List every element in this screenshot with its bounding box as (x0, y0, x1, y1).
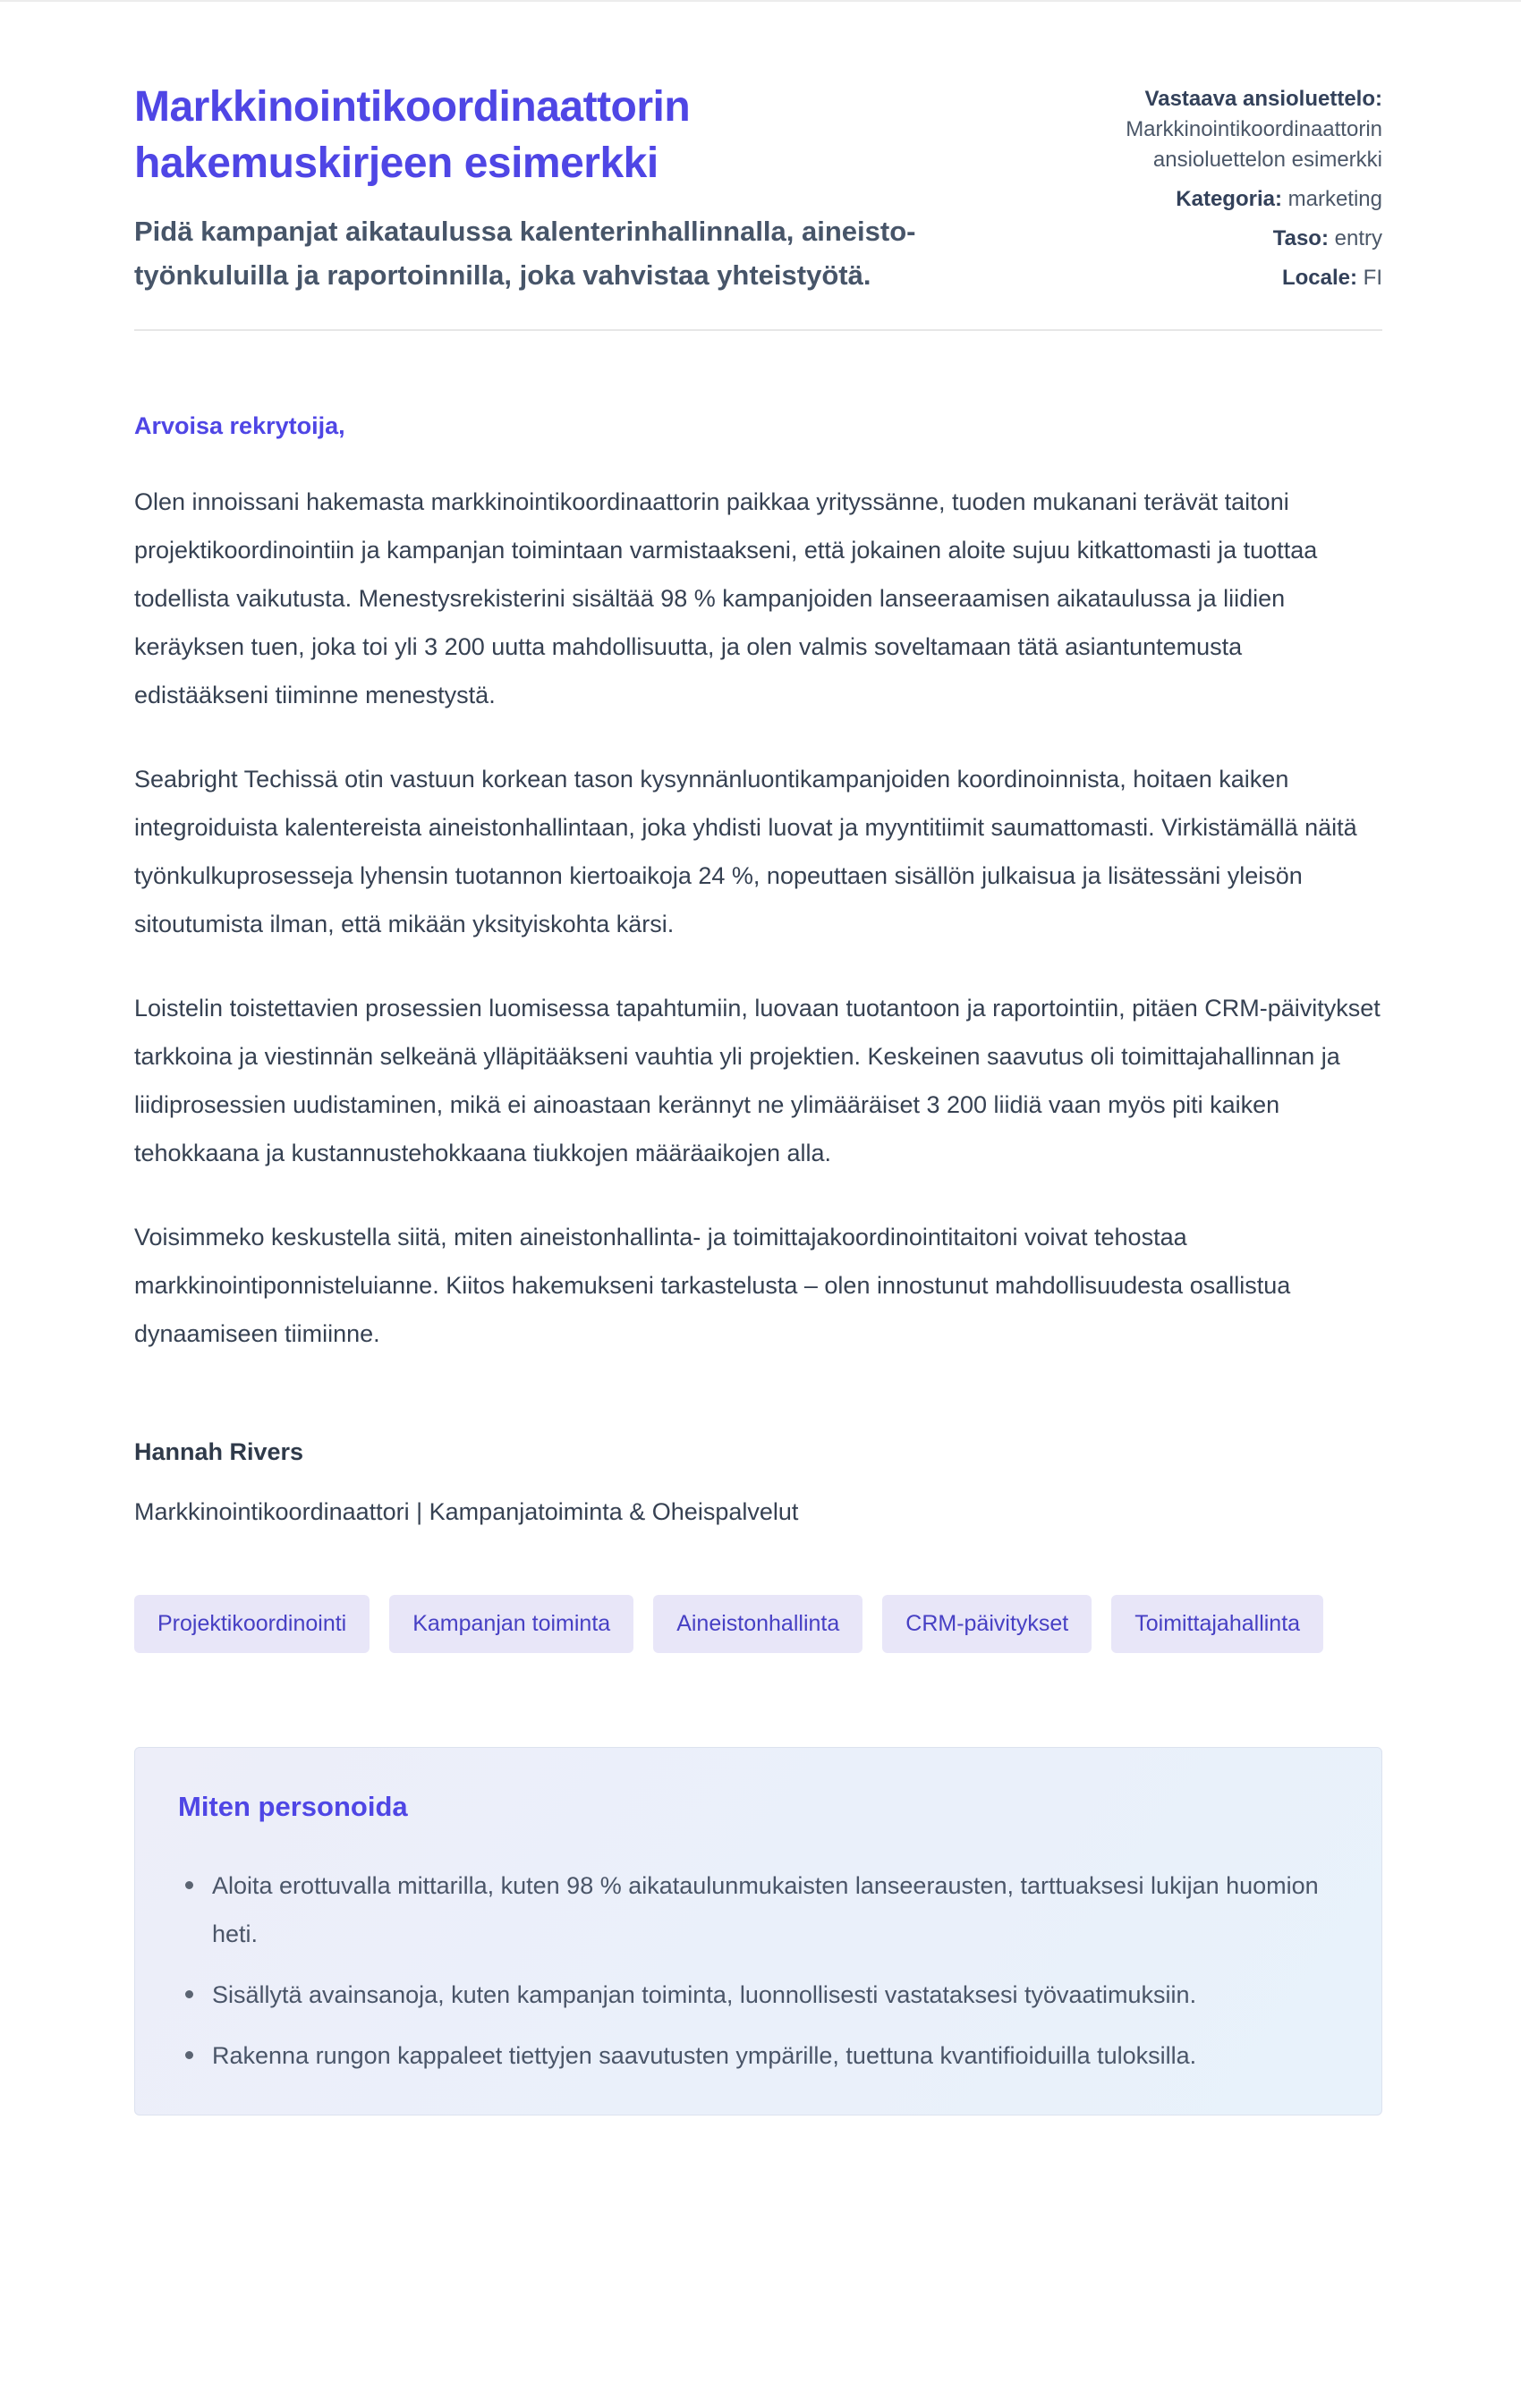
meta-category-label: Kategoria: (1176, 187, 1282, 211)
meta-locale (998, 263, 1382, 293)
signature-title: Markkinointikoordinaattori | Kampanjatoiminta & Oheispalvelut (134, 1498, 799, 1525)
meta-resume-label: Vastaava ansioluettelo: (1144, 87, 1382, 111)
meta-category-value: marketing (1287, 187, 1382, 211)
meta-panel (998, 79, 1382, 302)
meta-level (998, 224, 1382, 254)
header-divider (134, 329, 1382, 331)
tips-list-item: Sisällytä avainsanoja, kuten kampanjan toiminta, luonnollisesti vastataksesi työvaatimuksiin. (178, 1971, 1338, 2019)
tips-list (178, 1861, 1338, 2080)
signature-name: Hannah Rivers (134, 1438, 304, 1465)
meta-category (998, 184, 1382, 215)
tips-list-item: Aloita erottuvalla mittarilla, kuten 98 % aikataulunmukaisten lanseerausten, tarttuaksesi lukijan huomion heti. (178, 1861, 1338, 1958)
letter-paragraph: Seabright Techissä otin vastuun korkean tason kysynnänluontikampanjoiden koordinoinnista, hoitaen kaiken integroiduista kalentereista aineistonhallintaan, joka yhdisti luovat ja myyntitiimit saumattomasti. Virkistämällä näitä työnkulkuprosesseja lyhensin tuotannon kiertoaikoja 24 %, nopeuttaen sisällön julkaisua ja lisätessäni yleisön sitoutumista ilman, että mikään yksityiskohta kärsi. (134, 766, 1357, 937)
skill-tag: Kampanjan toiminta (389, 1595, 633, 1653)
letter-paragraph: Olen innoissani hakemasta markkinointikoordinaattorin paikkaa yrityssänne, tuoden mukanani terävät taitoni projektikoordinointiin ja kampanjan toimintaan varmistaakseni, että jokainen aloite sujuu kitkattomasti ja tuottaa todellista vaikutusta. Menestysrekisterini sisältää 98 % kampanjoiden lanseeraamisen aikataulussa ja liidien keräyksen tuen, joka toi yli 3 200 uutta mahdollisuutta, ja olen valmis soveltamaan tätä asiantuntemusta edistääkseni tiiminne menestystä. (134, 488, 1318, 708)
tips-list-item: Rakenna rungon kappaleet tiettyjen saavutusten ympärille, tuettuna kvantifioiduilla tuloksilla. (178, 2031, 1338, 2080)
cover-letter (134, 410, 1382, 1530)
meta-resume-value: Markkinointikoordinaattorin ansioluettelon esimerkki (1126, 117, 1382, 172)
letter-salutation: Arvoisa rekrytoija, (134, 412, 345, 439)
skill-tag: Aineistonhallinta (653, 1595, 862, 1653)
personalization-tips-box (134, 1747, 1382, 2115)
meta-locale-label: Locale: (1281, 266, 1357, 290)
meta-level-label: Taso: (1272, 226, 1329, 250)
meta-matching-resume (998, 84, 1382, 175)
tips-title: Miten personoida (178, 1791, 408, 1822)
page-subtitle: Pidä kampanjat aikataulussa kalenterinhallinnalla, aineisto-työnkuluilla ja raportoinnilla, joka vahvistaa yhteistyötä. (134, 216, 916, 291)
header-title-block (134, 79, 957, 302)
skill-tag: Toimittajahallinta (1111, 1595, 1323, 1653)
letter-paragraph: Voisimmeko keskustella siitä, miten aineistonhallinta- ja toimittajakoordinointitaitoni voivat tehostaa markkinointiponnisteluianne. Kiitos hakemukseni tarkastelusta – olen innostunut mahdollisuudesta osallistua dynaamiseen tiimiinne. (134, 1224, 1291, 1347)
skill-tag: CRM-päivitykset (882, 1595, 1092, 1653)
meta-locale-value: FI (1363, 266, 1382, 290)
page-title: Markkinointikoordinaattorin hakemuskirjeen esimerkki (134, 83, 691, 187)
header (134, 2, 1382, 302)
skill-tag: Projektikoordinointi (134, 1595, 370, 1653)
skill-tags (134, 1595, 1382, 1653)
letter-paragraph: Loistelin toistettavien prosessien luomisessa tapahtumiin, luovaan tuotantoon ja raportointiin, pitäen CRM-päivitykset tarkkoina ja viestinnän selkeänä ylläpitääkseni vauhtia yli projektien. Keskeinen saavutus oli toimittajahallinnan ja liidiprosessien uudistaminen, mikä ei ainoastaan kerännyt ne ylimääräiset 3 200 liidiä vaan myös piti kaiken tehokkaana ja kustannustehokkaana tiukkojen määräaikojen alla. (134, 995, 1381, 1166)
content-area (0, 2, 1521, 2115)
meta-level-value: entry (1334, 226, 1382, 250)
